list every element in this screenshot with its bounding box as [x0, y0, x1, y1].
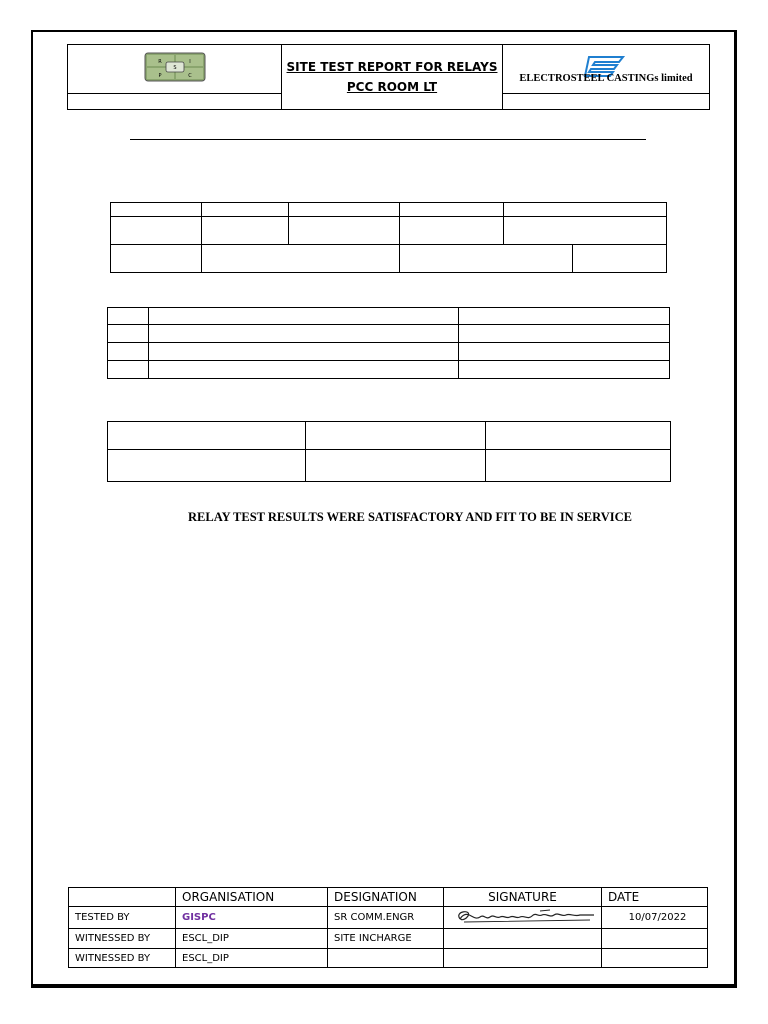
- signoff-designation: SR COMM.ENGR: [328, 907, 444, 929]
- grid1-cell: [111, 245, 202, 273]
- signoff-designation: [328, 949, 444, 968]
- grid2-cell: [149, 325, 459, 343]
- report-title: [282, 45, 503, 110]
- gispc-logo-icon: [144, 52, 206, 82]
- handwritten-signature: [450, 907, 600, 925]
- signature-cell: [444, 907, 602, 929]
- signoff-organisation: GISPC: [176, 907, 328, 929]
- signoff-date: [602, 929, 708, 949]
- grid2-cell: [108, 343, 149, 361]
- grid2-cell: [108, 361, 149, 379]
- grid3-cell: [486, 450, 671, 482]
- header-blank-right: [503, 94, 710, 110]
- info-grid-3: [107, 421, 671, 482]
- grid3-cell: [306, 422, 486, 450]
- grid3-cell: [108, 450, 306, 482]
- logo-letter-r: R: [157, 58, 162, 65]
- signoff-designation: SITE INCHARGE: [328, 929, 444, 949]
- info-grid-1: [110, 202, 667, 273]
- grid1-cell: [400, 245, 573, 273]
- page-border: [31, 30, 737, 988]
- grid1-cell: [289, 203, 400, 217]
- signoff-header-role: [69, 888, 176, 907]
- signoff-date: [602, 949, 708, 968]
- grid1-cell: [202, 203, 289, 217]
- grid3-cell: [108, 422, 306, 450]
- signoff-header-organisation: ORGANISATION: [176, 888, 328, 907]
- logo-letter-c: C: [187, 72, 192, 79]
- grid2-cell: [459, 361, 670, 379]
- grid1-cell: [202, 217, 289, 245]
- underline-rule: [130, 139, 646, 140]
- signoff-role: WITNESSED BY: [69, 949, 176, 968]
- company-cell: [503, 45, 710, 94]
- signature-cell: [444, 929, 602, 949]
- grid1-cell: [504, 203, 667, 217]
- grid2-cell: [459, 343, 670, 361]
- signoff-role: WITNESSED BY: [69, 929, 176, 949]
- grid1-cell: [504, 217, 667, 245]
- grid1-cell: [289, 217, 400, 245]
- grid2-cell: [108, 308, 149, 325]
- signoff-organisation: ESCL_DIP: [176, 929, 328, 949]
- signoff-header-date: DATE: [602, 888, 708, 907]
- signature-cell: [444, 949, 602, 968]
- grid3-cell: [486, 422, 671, 450]
- logo-letter-i: I: [188, 58, 191, 65]
- grid2-cell: [459, 325, 670, 343]
- logo-cell: [68, 45, 282, 94]
- grid2-cell: [149, 308, 459, 325]
- signoff-date: 10/07/2022: [602, 907, 708, 929]
- report-title-line2: PCC ROOM LT: [346, 80, 438, 94]
- grid1-cell: [400, 217, 504, 245]
- logo-letter-s: S: [172, 64, 177, 71]
- grid2-cell: [108, 325, 149, 343]
- grid1-cell: [111, 217, 202, 245]
- info-grid-2: [107, 307, 670, 379]
- signoff-organisation: ESCL_DIP: [176, 949, 328, 968]
- grid1-cell: [111, 203, 202, 217]
- logo-letter-p: P: [157, 72, 162, 79]
- grid2-cell: [149, 361, 459, 379]
- grid1-cell: [573, 245, 667, 273]
- signoff-header-designation: DESIGNATION: [328, 888, 444, 907]
- grid3-cell: [306, 450, 486, 482]
- signoff-table: [68, 887, 708, 968]
- signoff-header-signature: SIGNATURE: [444, 888, 602, 907]
- report-header: [67, 44, 710, 110]
- header-blank-left: [68, 94, 282, 110]
- grid1-cell: [202, 245, 400, 273]
- result-statement: RELAY TEST RESULTS WERE SATISFACTORY AND FIT TO BE IN SERVICE: [188, 510, 632, 524]
- report-title-line1: SITE TEST REPORT FOR RELAYS: [286, 60, 498, 74]
- signoff-role: TESTED BY: [69, 907, 176, 929]
- company-name: ELECTROSTEEL CASTINGs limited: [519, 72, 693, 84]
- grid1-cell: [400, 203, 504, 217]
- grid2-cell: [149, 343, 459, 361]
- grid2-cell: [459, 308, 670, 325]
